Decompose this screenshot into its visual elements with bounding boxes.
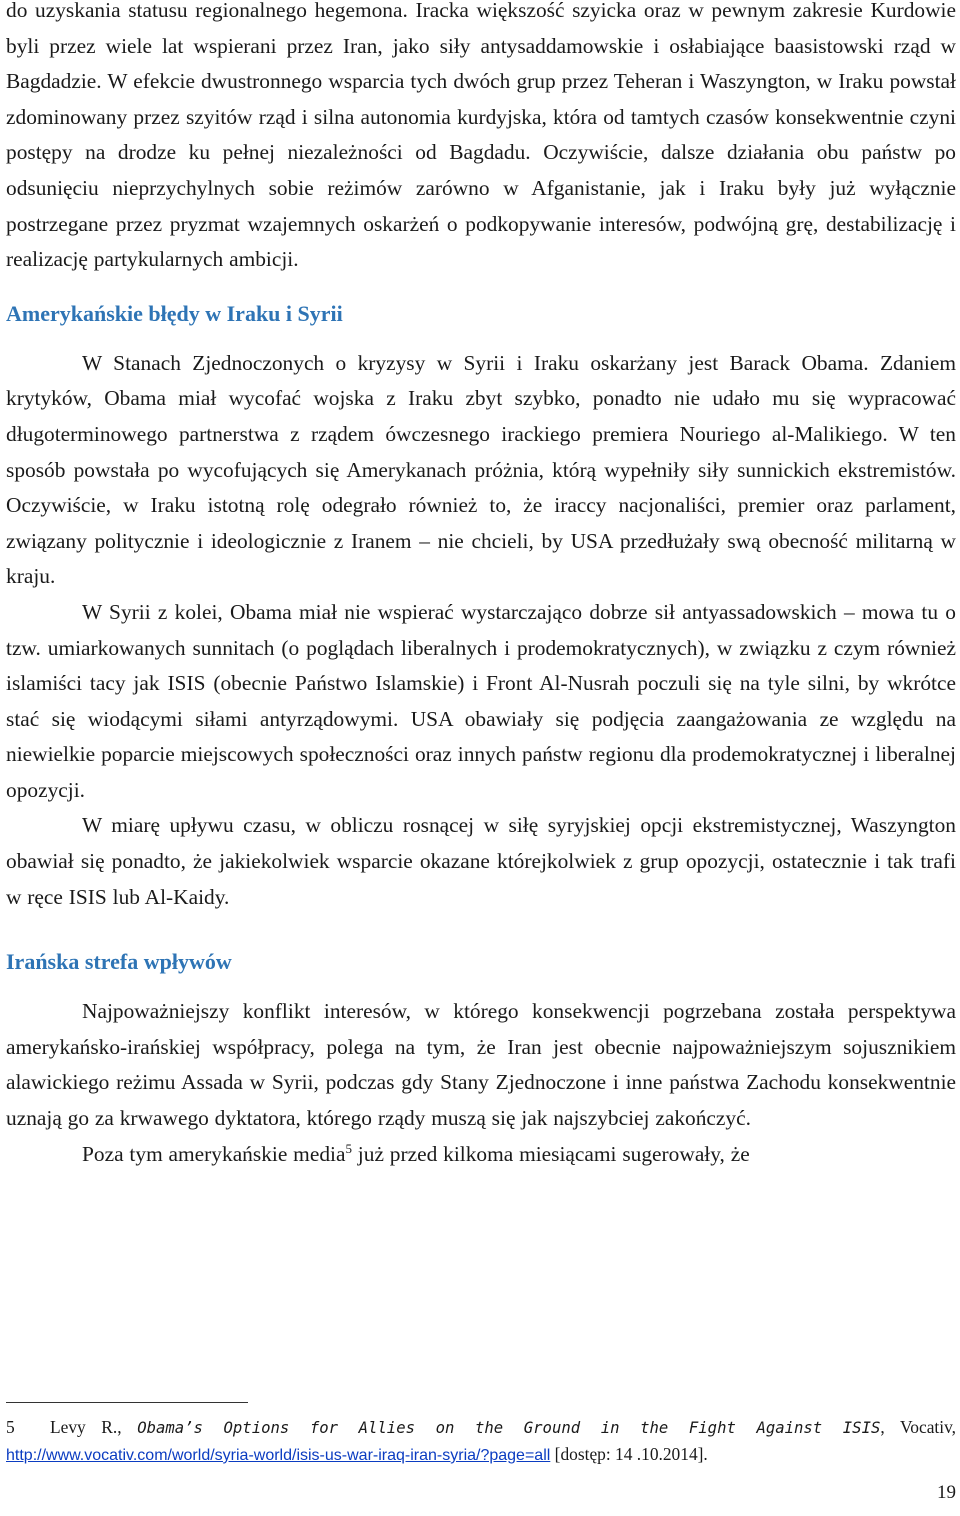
footnote-link[interactable]: http://www.vocativ.com/world/syria-world/isis-us-war-iraq-iran-syria/?page=all <box>6 1447 551 1464</box>
paragraph-6-text-end: już przed kilkoma miesiącami sugerowały, że <box>351 1141 750 1166</box>
footnote-separator <box>6 1402 248 1403</box>
footnote-reference-5[interactable]: 5 <box>345 1140 352 1156</box>
paragraph-2: W Stanach Zjednoczonych o kryzysy w Syrii i Iraku oskarżany jest Barack Obama. Zdaniem krytyków, Obama miał wycofać wojska z Iraku zbyt szybko, ponadto nie udało mu się wypracować długoterminowego partnerstwa z rządem ówczesnego irackiego premiera Nouriego al-Malikiego. W ten sposób powstała po wycofujących się Amerykanach próżnia, którą wypełniły siły sunnickich ekstremistów. Oczywiście, w Iraku istotną rolę odegrało również to, że iraccy nacjonaliści, premier oraz parlament, związany politycznie i ideologicznie z Iranem – nie chcieli, by USA przedłużały swą obecność militarną w kraju. <box>6 350 956 589</box>
paragraph-5: Najpoważniejszy konflikt interesów, w którego konsekwencji pogrzebana została perspektywa amerykańsko-irańskiej współpracy, polega na tym, że Iran jest obecnie najpoważniejszym sojusznikiem alawickiego reżimu Assada w Syrii, podczas gdy Stany Zjednoczone i inne państwa Zachodu konsekwentnie uznają go za krwawego dyktatora, którego rządy muszą się jak najszybciej zakończyć. <box>6 999 956 1131</box>
section-heading-iranian-sphere: Irańska strefa wpływów <box>6 949 232 975</box>
footnote-access-date: [dostęp: 14 .10.2014]. <box>550 1444 708 1464</box>
paragraph-3: W Syrii z kolei, Obama miał nie wspierać wystarczająco dobrze sił antyassadowskich – mowa tu o tzw. umiarkowanych sunnitach (o poglądach liberalnych i prodemokratycznych), w związku z czym również islamiści tacy jak ISIS (obecnie Państwo Islamskie) i Front Al-Nusrah poczuli się na tyle silni, by wkrótce stać się wiodącymi siłami antyrządowymi. USA obawiały się podjęcia zaangażowania ze względu na niewielkie poparcie miejscowych społeczności oraz innych państw regionu dla prodemokratycznej i liberalnej opozycji. <box>6 599 956 802</box>
footnote-title: Obama’s Options for Allies on the Ground in the Fight Against ISIS <box>137 1419 881 1437</box>
footnote-source: , Vocativ, <box>880 1417 956 1437</box>
paragraph-6 <box>6 1137 956 1173</box>
paragraph-4: W miarę upływu czasu, w obliczu rosnącej w siłę syryjskiej opcji ekstremistycznej, Waszyngton obawiał się ponadto, że jakiekolwiek wsparcie okazane którejkolwiek z grup opozycji, ostatecznie i tak trafi w ręce ISIS lub Al-Kaidy. <box>6 813 956 909</box>
paragraph-6-text: Poza tym amerykańskie media <box>82 1141 346 1166</box>
footnote-5 <box>6 1414 956 1469</box>
page-number: 19 <box>937 1482 956 1503</box>
paragraph-1: do uzyskania statusu regionalnego hegemona. Iracka większość szyicka oraz w pewnym zakresie Kurdowie byli przez wiele lat wspierani przez Iran, jako siły antysaddamowskie i osłabiające baasistowski rząd w Bagdadzie. W efekcie dwustronnego wsparcia tych dwóch grup przez Teheran i Waszyngton, w Iraku powstał zdominowany przez szyitów rząd i silna autonomia kurdyjska, która od tamtych czasów konsekwentnie czyni postępy na drodze ku pełnej niezależności od Bagdadu. Oczywiście, dalsze działania obu państw po odsunięciu nieprzychylnych sobie reżimów zarówno w Afganistanie, jak i Iraku były już wyłącznie postrzegane przez pryzmat wzajemnych oskarżeń o podkopywanie interesów, podwójną grę, destabilizację i realizację partykularnych ambicji. <box>6 0 956 272</box>
footnote-number: 5 <box>6 1417 15 1437</box>
footnote-author: Levy R., <box>50 1417 138 1437</box>
section-heading-american-mistakes: Amerykańskie błędy w Iraku i Syrii <box>6 300 343 326</box>
document-page <box>6 0 956 1172</box>
